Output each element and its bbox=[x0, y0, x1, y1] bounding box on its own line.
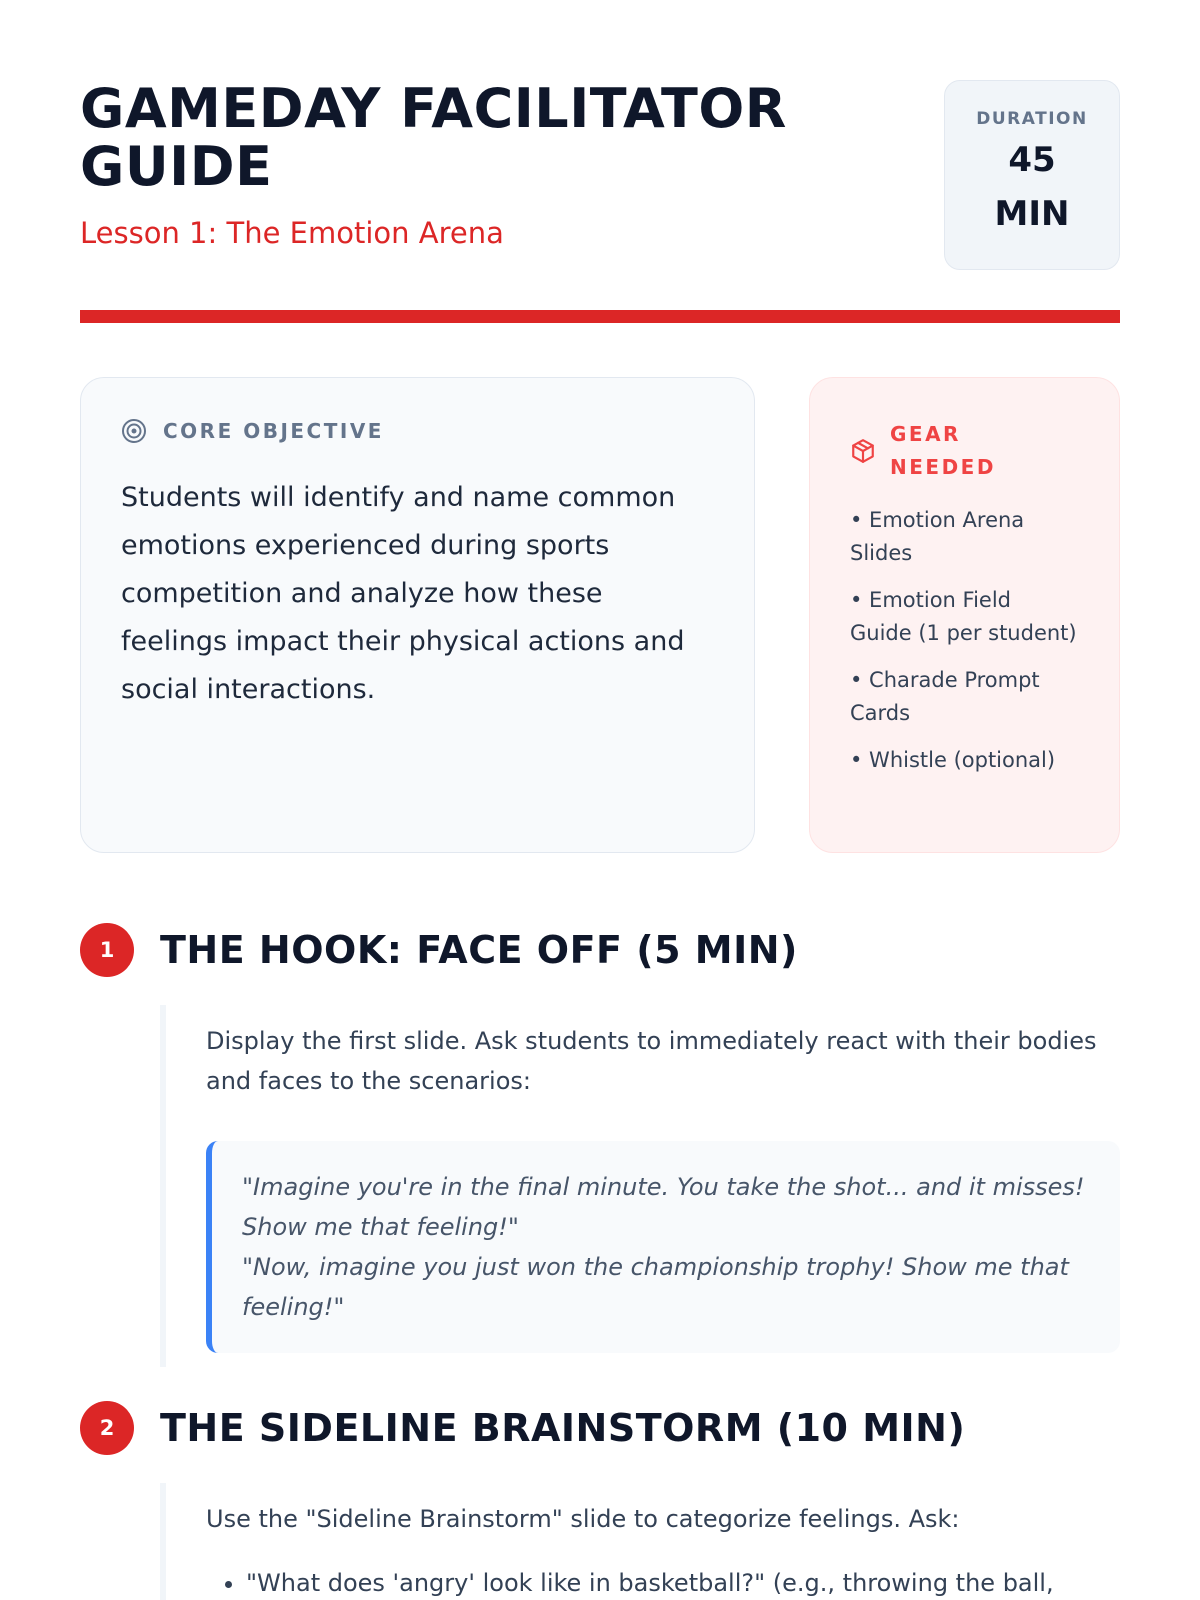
header-divider bbox=[80, 310, 1120, 323]
core-objective-card bbox=[80, 377, 755, 853]
step-number-badge: 1 bbox=[80, 923, 134, 977]
scenario-quote bbox=[206, 1141, 1120, 1353]
page-header bbox=[80, 77, 1120, 280]
gear-item: • Charade Prompt Cards bbox=[850, 668, 1040, 725]
gear-item: • Emotion Arena Slides bbox=[850, 508, 1025, 565]
core-objective-heading bbox=[121, 418, 714, 444]
quote-line: "Now, imagine you just won the championship trophy! Show me that feeling!" bbox=[242, 1253, 1069, 1321]
section-brainstorm bbox=[80, 1401, 1120, 1600]
gear-item: • Emotion Field Guide (1 per student) bbox=[850, 588, 1077, 645]
page-title: GAMEDAY FACILITATOR GUIDE bbox=[80, 77, 787, 198]
lesson-subtitle: Lesson 1: The Emotion Arena bbox=[80, 216, 504, 250]
gear-needed-heading bbox=[850, 418, 1079, 484]
section-body bbox=[160, 1005, 1120, 1367]
box-icon bbox=[850, 438, 876, 464]
target-icon bbox=[121, 418, 147, 444]
section-hook bbox=[80, 923, 1120, 1367]
section-title: THE SIDELINE BRAINSTORM (10 MIN) bbox=[160, 1406, 966, 1450]
gear-heading-line2: NEEDED bbox=[890, 455, 996, 479]
duration-card bbox=[944, 80, 1120, 270]
duration-value bbox=[945, 133, 1119, 241]
brainstorm-item: • "What does 'angry' look like in basketball?" (e.g., throwing the ball, bbox=[246, 1563, 1120, 1600]
duration-unit: MIN bbox=[994, 194, 1070, 234]
gear-item: • Whistle (optional) bbox=[850, 748, 1056, 772]
duration-label: DURATION bbox=[976, 109, 1088, 129]
section-header bbox=[80, 923, 1120, 977]
step-number-badge: 2 bbox=[80, 1401, 134, 1455]
section-body bbox=[160, 1483, 1120, 1600]
section-intro: Display the first slide. Ask students to immediately react with their bodies and faces to the scenarios: bbox=[206, 1027, 1097, 1095]
section-header bbox=[80, 1401, 1120, 1455]
gear-needed-card bbox=[809, 377, 1120, 853]
gear-list bbox=[850, 504, 1079, 777]
core-objective-text: Students will identify and name common emotions experienced during sports competition and analyze how these feelings impact their physical actions and social interactions. bbox=[121, 482, 685, 705]
section-intro: Use the "Sideline Brainstorm" slide to categorize feelings. Ask: bbox=[206, 1505, 960, 1533]
duration-number: 45 bbox=[1008, 140, 1056, 180]
gear-heading-line1: GEAR bbox=[890, 422, 961, 446]
brainstorm-list bbox=[206, 1563, 1120, 1600]
quote-line: "Imagine you're in the final minute. You take the shot... and it misses! Show me that feeling!" bbox=[242, 1173, 1085, 1241]
core-objective-label: CORE OBJECTIVE bbox=[163, 419, 384, 443]
gear-needed-label bbox=[890, 418, 996, 484]
section-title: THE HOOK: FACE OFF (5 MIN) bbox=[160, 928, 798, 972]
